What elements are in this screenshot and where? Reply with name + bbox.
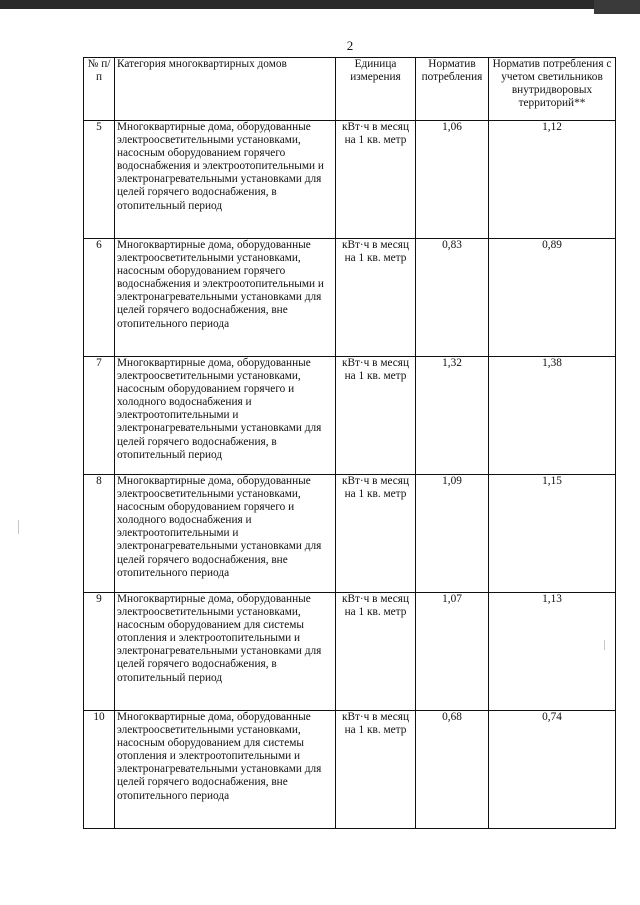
row-category: Многоквартирные дома, оборудованные электроосветительными установками, насосным оборудованием горячего водоснабжения и электроотопительными и электронагревательными установками для целей горячего водоснабжения, в отопительный период — [115, 121, 336, 239]
table-row — [84, 711, 616, 829]
header-norm-lighting: Норматив потребления с учетом светильников внутридворовых территорий** — [489, 58, 616, 121]
row-num: 5 — [84, 121, 115, 239]
row-norm-lighting: 1,38 — [489, 357, 616, 475]
table-row — [84, 121, 616, 239]
row-norm: 1,32 — [416, 357, 489, 475]
table-row — [84, 475, 616, 593]
row-unit: кВт·ч в месяц на 1 кв. метр — [336, 239, 416, 357]
row-norm: 0,83 — [416, 239, 489, 357]
row-norm-lighting: 0,74 — [489, 711, 616, 829]
table-row — [84, 239, 616, 357]
row-norm: 1,07 — [416, 593, 489, 711]
scan-top-edge — [0, 0, 640, 9]
norms-table — [83, 57, 616, 829]
row-num: 7 — [84, 357, 115, 475]
row-category: Многоквартирные дома, оборудованные электроосветительными установками, насосным оборудованием горячего и холодного водоснабжения и электроотопительными и электронагревательными установками для целей горячего водоснабжения, вне отопительного периода — [115, 475, 336, 593]
row-num: 9 — [84, 593, 115, 711]
row-unit: кВт·ч в месяц на 1 кв. метр — [336, 121, 416, 239]
row-norm-lighting: 0,89 — [489, 239, 616, 357]
row-category: Многоквартирные дома, оборудованные электроосветительными установками, насосным оборудованием горячего водоснабжения и электроотопительными и электронагревательными установками для целей горячего водоснабжения, вне отопительного периода — [115, 239, 336, 357]
row-num: 8 — [84, 475, 115, 593]
row-norm-lighting: 1,15 — [489, 475, 616, 593]
header-num: № п/п — [84, 58, 115, 121]
row-norm: 1,09 — [416, 475, 489, 593]
table-row — [84, 357, 616, 475]
row-category: Многоквартирные дома, оборудованные электроосветительными установками, насосным оборудованием горячего и холодного водоснабжения и электроотопительными и электронагревательными установками для целей горячего водоснабжения, в отопительный период — [115, 357, 336, 475]
row-unit: кВт·ч в месяц на 1 кв. метр — [336, 475, 416, 593]
row-num: 10 — [84, 711, 115, 829]
row-norm-lighting: 1,13 — [489, 593, 616, 711]
table-row — [84, 593, 616, 711]
header-norm: Норматив потребления — [416, 58, 489, 121]
table-header-row — [84, 58, 616, 121]
scan-speck — [18, 520, 19, 534]
row-num: 6 — [84, 239, 115, 357]
row-category: Многоквартирные дома, оборудованные электроосветительными установками, насосным оборудованием для системы отопления и электроотопительными и электронагревательными установками для целей горячего водоснабжения, в отопительный период — [115, 593, 336, 711]
row-unit: кВт·ч в месяц на 1 кв. метр — [336, 711, 416, 829]
row-norm: 1,06 — [416, 121, 489, 239]
header-category: Категория многоквартирных домов — [115, 58, 336, 121]
scan-top-edge-corner — [594, 0, 640, 14]
row-norm: 0,68 — [416, 711, 489, 829]
page-number: 2 — [346, 38, 354, 53]
row-norm-lighting: 1,12 — [489, 121, 616, 239]
row-unit: кВт·ч в месяц на 1 кв. метр — [336, 357, 416, 475]
row-category: Многоквартирные дома, оборудованные электроосветительными установками, насосным оборудованием для системы отопления и электроотопительными и электронагревательными установками для целей горячего водоснабжения, вне отопительного периода — [115, 711, 336, 829]
scan-speck — [604, 640, 605, 650]
header-unit: Единица измерения — [336, 58, 416, 121]
row-unit: кВт·ч в месяц на 1 кв. метр — [336, 593, 416, 711]
